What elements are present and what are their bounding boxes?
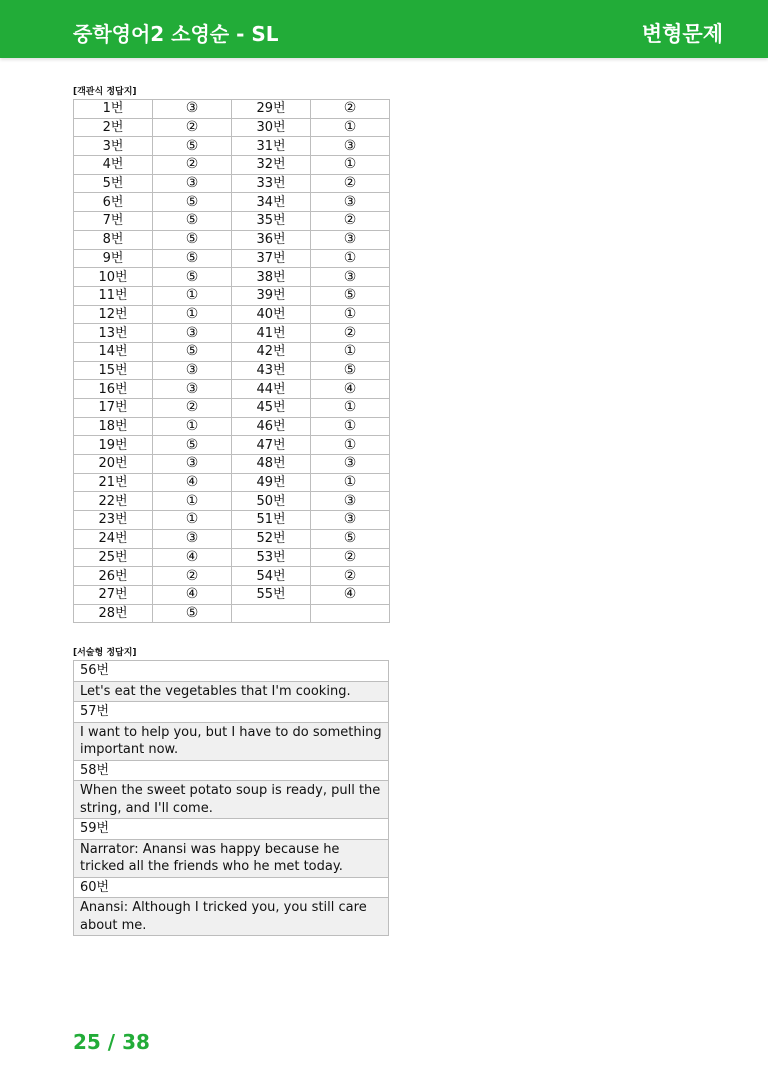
answer-mark-cell: ④ <box>311 585 390 604</box>
page-number: 25 / 38 <box>73 1030 150 1054</box>
answer-mark-cell: ⑤ <box>153 604 232 623</box>
question-number-cell <box>232 604 311 623</box>
answer-mark-cell: ② <box>311 174 390 193</box>
table-row <box>74 286 390 305</box>
table-row <box>74 193 390 212</box>
answer-mark-cell: ① <box>311 156 390 175</box>
table-row <box>74 417 390 436</box>
question-number-cell: 58번 <box>74 760 389 781</box>
question-number-cell: 5번 <box>74 174 153 193</box>
question-number-cell: 42번 <box>232 342 311 361</box>
question-number-cell: 31번 <box>232 137 311 156</box>
question-number-cell: 26번 <box>74 567 153 586</box>
answer-mark-cell: ② <box>153 156 232 175</box>
table-row <box>74 548 390 567</box>
answer-mark-cell: ② <box>311 100 390 119</box>
answer-mark-cell: ② <box>311 567 390 586</box>
question-number-cell: 35번 <box>232 212 311 231</box>
answer-mark-cell <box>311 604 390 623</box>
question-number-cell: 44번 <box>232 380 311 399</box>
answer-text-cell: Anansi: Although I tricked you, you still care about me. <box>74 898 389 936</box>
objective-answer-rows <box>74 100 390 623</box>
question-number-cell: 3번 <box>74 137 153 156</box>
answer-mark-cell: ③ <box>153 100 232 119</box>
question-number-cell: 30번 <box>232 118 311 137</box>
table-row <box>74 137 390 156</box>
question-number-cell: 9번 <box>74 249 153 268</box>
answer-mark-cell: ③ <box>153 529 232 548</box>
answer-mark-cell: ① <box>311 436 390 455</box>
question-number-cell: 12번 <box>74 305 153 324</box>
objective-answer-table <box>73 99 390 623</box>
objective-section-label: [객관식 정답지] <box>73 87 137 97</box>
answer-mark-cell: ⑤ <box>311 286 390 305</box>
table-row <box>74 604 390 623</box>
answer-mark-cell: ⑤ <box>153 342 232 361</box>
question-number-cell: 49번 <box>232 473 311 492</box>
answer-mark-cell: ⑤ <box>153 193 232 212</box>
table-row <box>74 567 390 586</box>
table-row <box>74 361 390 380</box>
table-row <box>74 249 390 268</box>
question-number-cell: 7번 <box>74 212 153 231</box>
table-row <box>74 511 390 530</box>
table-row <box>74 877 389 898</box>
answer-mark-cell: ④ <box>153 548 232 567</box>
question-number-cell: 13번 <box>74 324 153 343</box>
question-number-cell: 47번 <box>232 436 311 455</box>
answer-text-cell: Let's eat the vegetables that I'm cooking. <box>74 681 389 702</box>
subjective-answer-rows <box>74 661 389 936</box>
table-row <box>74 436 390 455</box>
answer-mark-cell: ⑤ <box>153 249 232 268</box>
question-number-cell: 10번 <box>74 268 153 287</box>
question-number-cell: 52번 <box>232 529 311 548</box>
question-number-cell: 53번 <box>232 548 311 567</box>
question-number-cell: 46번 <box>232 417 311 436</box>
question-number-cell: 57번 <box>74 702 389 723</box>
table-row <box>74 380 390 399</box>
answer-mark-cell: ② <box>311 548 390 567</box>
answer-mark-cell: ③ <box>153 380 232 399</box>
subjective-answer-table <box>73 660 389 936</box>
table-row <box>74 156 390 175</box>
question-number-cell: 4번 <box>74 156 153 175</box>
question-number-cell: 14번 <box>74 342 153 361</box>
table-row <box>74 473 390 492</box>
table-row <box>74 722 389 760</box>
question-number-cell: 1번 <box>74 100 153 119</box>
question-number-cell: 28번 <box>74 604 153 623</box>
table-row <box>74 661 389 682</box>
question-number-cell: 54번 <box>232 567 311 586</box>
answer-mark-cell: ① <box>311 305 390 324</box>
answer-mark-cell: ⑤ <box>311 361 390 380</box>
answer-mark-cell: ① <box>311 342 390 361</box>
question-number-cell: 21번 <box>74 473 153 492</box>
subjective-section-label: [서술형 정답지] <box>73 648 137 658</box>
question-number-cell: 24번 <box>74 529 153 548</box>
table-row <box>74 492 390 511</box>
answer-mark-cell: ⑤ <box>153 137 232 156</box>
question-number-cell: 38번 <box>232 268 311 287</box>
question-number-cell: 51번 <box>232 511 311 530</box>
question-number-cell: 27번 <box>74 585 153 604</box>
question-number-cell: 25번 <box>74 548 153 567</box>
question-number-cell: 8번 <box>74 230 153 249</box>
question-number-cell: 19번 <box>74 436 153 455</box>
answer-mark-cell: ③ <box>153 174 232 193</box>
answer-mark-cell: ① <box>311 417 390 436</box>
answer-mark-cell: ① <box>153 305 232 324</box>
answer-mark-cell: ⑤ <box>311 529 390 548</box>
question-number-cell: 41번 <box>232 324 311 343</box>
table-row <box>74 760 389 781</box>
answer-mark-cell: ② <box>153 399 232 418</box>
question-number-cell: 32번 <box>232 156 311 175</box>
answer-mark-cell: ⑤ <box>153 436 232 455</box>
question-number-cell: 17번 <box>74 399 153 418</box>
answer-mark-cell: ① <box>153 492 232 511</box>
question-number-cell: 39번 <box>232 286 311 305</box>
question-number-cell: 20번 <box>74 455 153 474</box>
table-row <box>74 898 389 936</box>
answer-mark-cell: ③ <box>311 230 390 249</box>
document-title: 중학영어2 소영순 - SL <box>73 22 279 46</box>
answer-mark-cell: ③ <box>311 137 390 156</box>
table-row <box>74 324 390 343</box>
table-row <box>74 529 390 548</box>
answer-mark-cell: ① <box>311 473 390 492</box>
table-row <box>74 212 390 231</box>
answer-mark-cell: ④ <box>153 585 232 604</box>
answer-mark-cell: ③ <box>153 361 232 380</box>
table-row <box>74 455 390 474</box>
answer-mark-cell: ② <box>153 118 232 137</box>
answer-text-cell: When the sweet potato soup is ready, pull the string, and I'll come. <box>74 781 389 819</box>
answer-mark-cell: ③ <box>311 193 390 212</box>
table-row <box>74 819 389 840</box>
answer-mark-cell: ① <box>311 399 390 418</box>
question-number-cell: 23번 <box>74 511 153 530</box>
answer-mark-cell: ① <box>153 286 232 305</box>
answer-mark-cell: ③ <box>153 455 232 474</box>
question-number-cell: 36번 <box>232 230 311 249</box>
answer-mark-cell: ④ <box>153 473 232 492</box>
question-number-cell: 2번 <box>74 118 153 137</box>
question-number-cell: 6번 <box>74 193 153 212</box>
answer-mark-cell: ④ <box>311 380 390 399</box>
table-row <box>74 399 390 418</box>
answer-mark-cell: ③ <box>311 511 390 530</box>
table-row <box>74 781 389 819</box>
page-header <box>0 0 768 58</box>
answer-mark-cell: ① <box>153 511 232 530</box>
table-row <box>74 100 390 119</box>
answer-mark-cell: ⑤ <box>153 268 232 287</box>
question-number-cell: 59번 <box>74 819 389 840</box>
table-row <box>74 585 390 604</box>
question-number-cell: 34번 <box>232 193 311 212</box>
table-row <box>74 118 390 137</box>
answer-text-cell: I want to help you, but I have to do something important now. <box>74 722 389 760</box>
answer-text-cell: Narrator: Anansi was happy because he tricked all the friends who he met today. <box>74 839 389 877</box>
table-row <box>74 839 389 877</box>
question-number-cell: 18번 <box>74 417 153 436</box>
table-row <box>74 702 389 723</box>
answer-mark-cell: ③ <box>311 268 390 287</box>
question-number-cell: 16번 <box>74 380 153 399</box>
answer-mark-cell: ② <box>153 567 232 586</box>
question-number-cell: 22번 <box>74 492 153 511</box>
question-number-cell: 40번 <box>232 305 311 324</box>
question-number-cell: 50번 <box>232 492 311 511</box>
answer-mark-cell: ③ <box>311 492 390 511</box>
question-number-cell: 43번 <box>232 361 311 380</box>
answer-mark-cell: ① <box>311 118 390 137</box>
question-number-cell: 55번 <box>232 585 311 604</box>
answer-mark-cell: ① <box>153 417 232 436</box>
answer-mark-cell: ② <box>311 324 390 343</box>
table-row <box>74 305 390 324</box>
answer-mark-cell: ③ <box>153 324 232 343</box>
answer-mark-cell: ⑤ <box>153 230 232 249</box>
table-row <box>74 268 390 287</box>
question-number-cell: 48번 <box>232 455 311 474</box>
question-number-cell: 37번 <box>232 249 311 268</box>
question-number-cell: 15번 <box>74 361 153 380</box>
table-row <box>74 174 390 193</box>
question-number-cell: 29번 <box>232 100 311 119</box>
answer-mark-cell: ① <box>311 249 390 268</box>
answer-mark-cell: ② <box>311 212 390 231</box>
question-number-cell: 56번 <box>74 661 389 682</box>
header-right-label: 변형문제 <box>641 22 723 46</box>
answer-mark-cell: ⑤ <box>153 212 232 231</box>
question-number-cell: 45번 <box>232 399 311 418</box>
question-number-cell: 11번 <box>74 286 153 305</box>
question-number-cell: 60번 <box>74 877 389 898</box>
answer-mark-cell: ③ <box>311 455 390 474</box>
question-number-cell: 33번 <box>232 174 311 193</box>
table-row <box>74 342 390 361</box>
table-row <box>74 230 390 249</box>
table-row <box>74 681 389 702</box>
